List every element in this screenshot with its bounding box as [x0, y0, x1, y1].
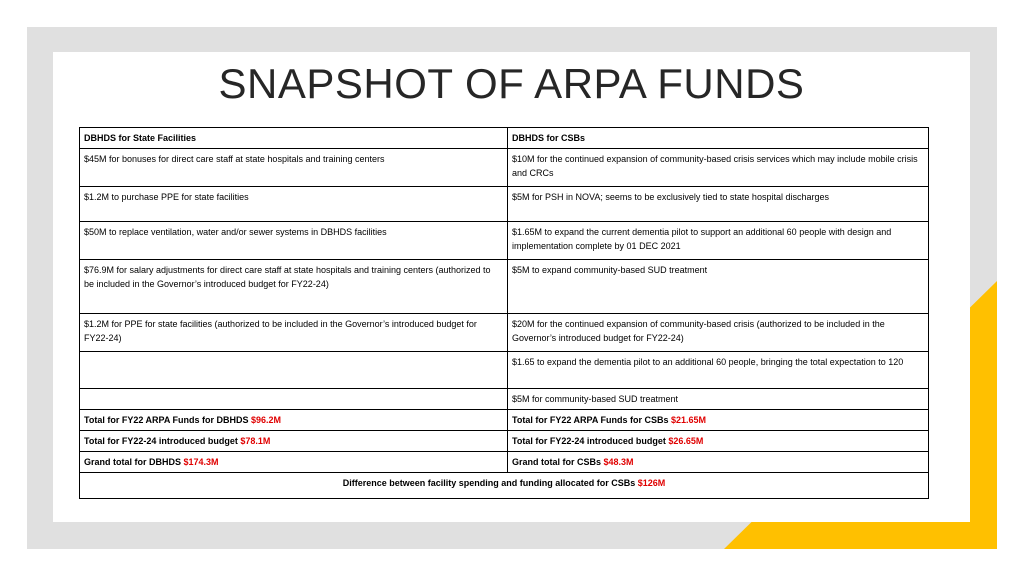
- table-row: [80, 187, 929, 222]
- difference-cell: [80, 473, 929, 499]
- csbs-cell: $5M to expand community-based SUD treatment: [508, 260, 929, 314]
- table-header-row: [80, 128, 929, 149]
- total-row: [80, 452, 929, 473]
- total-value: $96.2M: [251, 415, 282, 425]
- total-label: Total for FY22-24 introduced budget: [84, 436, 238, 446]
- state-facilities-cell: $76.9M for salary adjustments for direct care staff at state hospitals and training centers (authorized to be included in the Governor’s introduced budget for FY22-24): [80, 260, 508, 314]
- state-facilities-cell: $50M to replace ventilation, water and/or sewer systems in DBHDS facilities: [80, 222, 508, 260]
- table-row: [80, 149, 929, 187]
- table-row: [80, 389, 929, 410]
- state-facilities-cell: [80, 389, 508, 410]
- total-value: $26.65M: [668, 436, 704, 446]
- total-label: Grand total for CSBs: [512, 457, 602, 467]
- total-value: $78.1M: [240, 436, 271, 446]
- state-facilities-cell: $1.2M to purchase PPE for state facilities: [80, 187, 508, 222]
- total-label: Grand total for DBHDS: [84, 457, 182, 467]
- csbs-cell: $20M for the continued expansion of community-based crisis (authorized to be included in the Governor’s introduced budget for FY22-24): [508, 314, 929, 352]
- csbs-cell: $10M for the continued expansion of community-based crisis services which may include mobile crisis and CRCs: [508, 149, 929, 187]
- header-csbs: DBHDS for CSBs: [508, 128, 929, 149]
- total-label: Total for FY22 ARPA Funds for CSBs: [512, 415, 669, 425]
- total-cell-dbhds: [80, 431, 508, 452]
- csbs-cell: $5M for PSH in NOVA; seems to be exclusively tied to state hospital discharges: [508, 187, 929, 222]
- total-row: [80, 410, 929, 431]
- header-state-facilities: DBHDS for State Facilities: [80, 128, 508, 149]
- csbs-cell: $1.65 to expand the dementia pilot to an additional 60 people, bringing the total expectation to 120: [508, 352, 929, 389]
- total-value: $174.3M: [183, 457, 219, 467]
- total-row: [80, 431, 929, 452]
- total-cell-csbs: [508, 410, 929, 431]
- total-label: Total for FY22 ARPA Funds for DBHDS: [84, 415, 249, 425]
- state-facilities-cell: [80, 352, 508, 389]
- total-label: Total for FY22-24 introduced budget: [512, 436, 666, 446]
- total-cell-csbs: [508, 452, 929, 473]
- difference-row: [80, 473, 929, 499]
- csbs-cell: $5M for community-based SUD treatment: [508, 389, 929, 410]
- total-cell-dbhds: [80, 410, 508, 431]
- total-cell-dbhds: [80, 452, 508, 473]
- state-facilities-cell: $1.2M for PPE for state facilities (authorized to be included in the Governor’s introduced budget for FY22-24): [80, 314, 508, 352]
- state-facilities-cell: $45M for bonuses for direct care staff at state hospitals and training centers: [80, 149, 508, 187]
- difference-value: $126M: [637, 478, 666, 488]
- table-row: [80, 352, 929, 389]
- table-row: [80, 260, 929, 314]
- total-value: $21.65M: [671, 415, 707, 425]
- table-row: [80, 314, 929, 352]
- slide-title: SNAPSHOT OF ARPA FUNDS: [218, 60, 805, 107]
- table-row: [80, 222, 929, 260]
- arpa-funds-table: [79, 127, 929, 499]
- total-value: $48.3M: [603, 457, 634, 467]
- total-cell-csbs: [508, 431, 929, 452]
- csbs-cell: $1.65M to expand the current dementia pilot to support an additional 60 people with design and implementation complete by 01 DEC 2021: [508, 222, 929, 260]
- difference-label: Difference between facility spending and funding allocated for CSBs: [342, 478, 636, 488]
